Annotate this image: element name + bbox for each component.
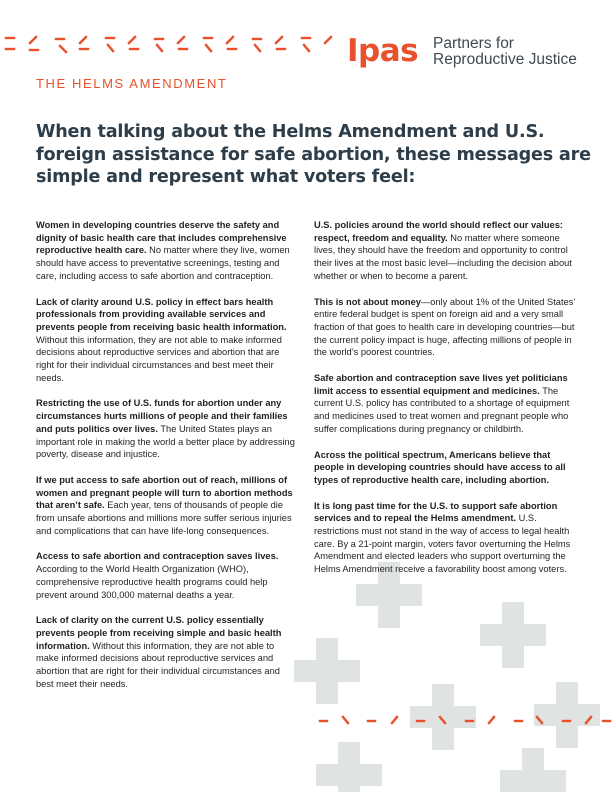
message-paragraph — [36, 614, 298, 690]
message-lead: This is not about money — [314, 296, 421, 307]
decorative-dash-pattern-top — [0, 34, 340, 54]
message-body: Without this information, they are not able to make informed decisions about reproductive services and abortion that are right for their individual circumstances and best meet their needs. — [36, 640, 280, 689]
message-paragraph — [314, 219, 580, 283]
message-body: —only about 1% of the United States’ entire federal budget is spent on foreign aid and a very small fraction of that goes to health care in developing countries—but the current policy impact is huge, affecting millions of people in the world’s poorest countries. — [314, 296, 576, 358]
message-lead: Access to safe abortion and contraception saves lives. — [36, 551, 279, 562]
message-lead: Safe abortion and contraception save lives yet politicians limit access to essential equipment and medicines. — [314, 373, 568, 396]
decorative-cross-pattern — [292, 562, 612, 792]
message-paragraph — [36, 550, 298, 601]
message-lead: Women in developing countries deserve the safety and dignity of basic health care that includes comprehensive reproductive health care. — [36, 220, 287, 256]
section-label: THE HELMS AMENDMENT — [36, 76, 228, 91]
message-body: No matter where they live, women should have access to preventative screenings, testing and care, including access to safe abortion and contraception. — [36, 245, 290, 281]
plus-shape-icon — [480, 602, 546, 668]
message-paragraph — [36, 474, 298, 538]
message-body: The United States plays an important role in making the world a better place by addressing poverty, disease and injustice. — [36, 423, 295, 460]
plus-shape-icon — [294, 638, 360, 704]
message-body: Without this information, they are not able to make informed decisions about reproductive services and abortion that are right for their individual circumstances and best meet their needs. — [36, 334, 282, 383]
message-lead: U.S. policies around the world should reflect our values: respect, freedom and equality. — [314, 220, 563, 243]
page-headline: When talking about the Helms Amendment and U.S. foreign assistance for safe abortion, these messages are simple and represent what voters feel: — [36, 122, 591, 187]
message-lead: Across the political spectrum, Americans believe that people in developing countries should have access to all types of reproductive health care, including abortion. — [314, 449, 566, 485]
message-lead: Lack of clarity on the current U.S. policy essentially prevents people from receiving simple and basic health information. — [36, 615, 282, 651]
message-body: U.S. restrictions must not stand in the way of access to legal health care. By a 21-point margin, voters favor overturning the Helms Amendment and elected leaders who support overturning the Helms Amendment receive a favorability boost among voters. — [314, 513, 571, 575]
brand-tagline — [433, 36, 577, 68]
message-paragraph — [36, 219, 298, 283]
left-column — [36, 219, 298, 704]
right-column — [314, 219, 580, 589]
message-paragraph — [314, 500, 580, 576]
message-body: According to the World Health Organization (WHO), comprehensive reproductive health programs could help prevent around 300,000 maternal deaths a year. — [36, 564, 268, 600]
message-paragraph — [314, 296, 580, 360]
message-paragraph — [36, 296, 298, 385]
brand-tagline-line1: Partners for — [433, 35, 514, 52]
message-paragraph — [314, 449, 580, 487]
message-lead: Restricting the use of U.S. funds for abortion under any circumstances hurts millions of people and their families and puts politics over lives. — [36, 398, 288, 434]
plus-shape-icon — [316, 742, 382, 792]
message-body: No matter where someone lives, they should have the freedom and opportunity to control their lives at the most basic level—including the decision about whether or when to become a parent. — [314, 232, 572, 281]
message-lead: If we put access to safe abortion out of reach, millions of women and pregnant people will turn to abortion methods that aren’t safe. — [36, 474, 293, 511]
message-lead: It is long past time for the U.S. to support safe abortion services and to repeal the Helms amendment. — [314, 500, 558, 524]
brand-mark: Ipas — [347, 33, 419, 69]
message-body: Each year, tens of thousands of people die from unsafe abortions and millions more suffer serious injuries and complications that can have life-long consequences. — [36, 500, 292, 536]
plus-shape-icon — [500, 748, 566, 792]
brand-tagline-line2: Reproductive Justice — [433, 51, 577, 68]
message-paragraph — [314, 372, 580, 436]
message-body: The current U.S. policy has contributed to a shortage of equipment and medicines used to treat women and pregnant people who suffer complications during pregnancy or childbirth. — [314, 385, 570, 434]
message-lead: Lack of clarity around U.S. policy in effect bars health professionals from providing available services and prevents people from receiving basic health information. — [36, 296, 287, 332]
decorative-dash-pattern-bottom — [316, 712, 612, 728]
message-paragraph — [36, 397, 298, 461]
